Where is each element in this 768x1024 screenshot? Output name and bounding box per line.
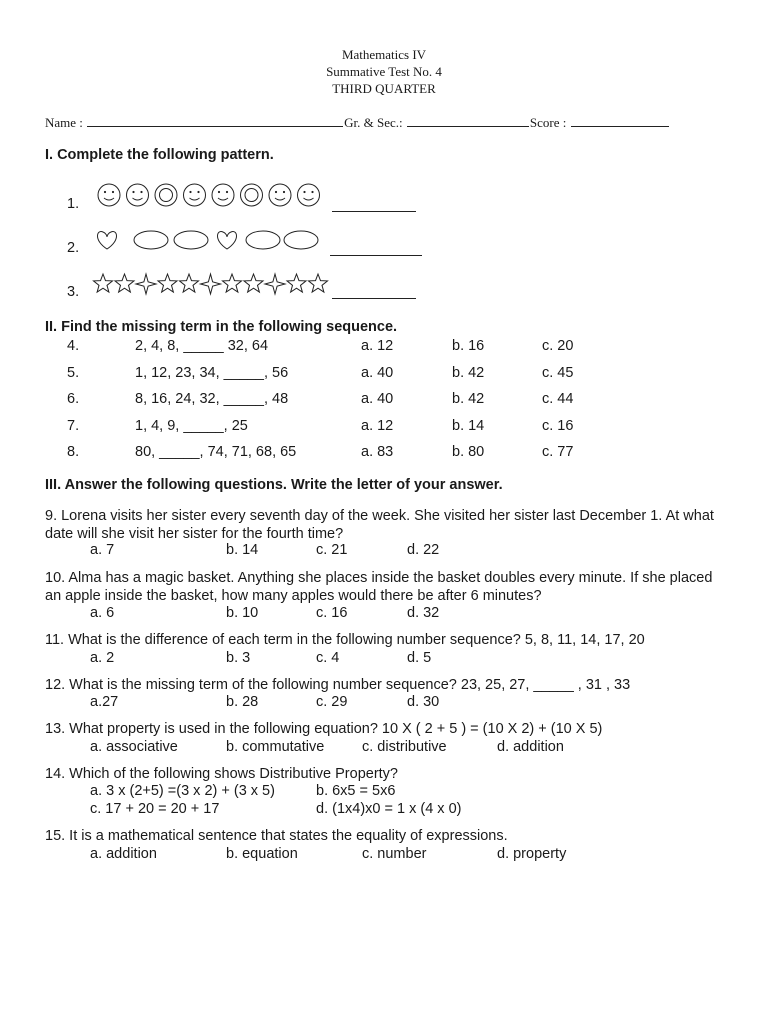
choice-d[interactable]: d. 30 bbox=[407, 694, 440, 710]
question-text: 12. What is the missing term of the following number sequence? 23, 25, 27, _____ , 31 , 33 bbox=[45, 677, 631, 693]
name-label: Name : bbox=[45, 115, 83, 130]
cross-star-icon bbox=[201, 274, 221, 294]
heart-icon bbox=[98, 231, 117, 249]
star-icon bbox=[287, 274, 306, 292]
question-text: 9. Lorena visits her sister every seventh day of the week. She visited her sister last December 1. At what date will she visit her sister for the fourth time? bbox=[45, 508, 714, 542]
choice-c[interactable]: c. 16 bbox=[542, 418, 574, 434]
choice-b[interactable]: b. 3 bbox=[226, 650, 251, 666]
smiley-icon bbox=[212, 184, 234, 206]
choice-a[interactable]: a. 40 bbox=[361, 391, 394, 407]
star-icon bbox=[158, 274, 177, 292]
cross-star-icon bbox=[136, 274, 156, 294]
star-icon bbox=[244, 274, 263, 292]
choice-b[interactable]: b. 14 bbox=[452, 418, 485, 434]
pattern-1-answer-blank[interactable] bbox=[332, 211, 416, 212]
smiley-icon bbox=[98, 184, 120, 206]
choice-d[interactable]: d. property bbox=[497, 846, 567, 862]
choice-a[interactable]: a.27 bbox=[90, 694, 119, 710]
choice-a[interactable]: a. 12 bbox=[361, 338, 394, 354]
section1-title: I. Complete the following pattern. bbox=[45, 147, 274, 163]
star-icon bbox=[308, 274, 327, 292]
test-title: Summative Test No. 4 bbox=[326, 64, 442, 79]
pattern-3-answer-blank[interactable] bbox=[332, 298, 416, 299]
choice-a[interactable]: a. 40 bbox=[361, 365, 394, 381]
smiley-icon bbox=[184, 184, 206, 206]
item-number: 7. bbox=[67, 418, 80, 434]
oval-icon bbox=[246, 231, 280, 249]
smiley-icon bbox=[298, 184, 320, 206]
ring-icon bbox=[241, 184, 263, 206]
question-text: 14. Which of the following shows Distributive Property? bbox=[45, 766, 398, 782]
choice-c[interactable]: c. 45 bbox=[542, 365, 574, 381]
grade-label: Gr. & Sec.: bbox=[344, 115, 403, 130]
choice-d[interactable]: d. 32 bbox=[407, 605, 440, 621]
oval-icon bbox=[174, 231, 208, 249]
subject-title: Mathematics IV bbox=[341, 47, 427, 62]
choice-a[interactable]: a. addition bbox=[90, 846, 157, 862]
choice-d[interactable]: d. 22 bbox=[407, 542, 440, 558]
choice-c[interactable]: c. 17 + 20 = 20 + 17 bbox=[90, 801, 220, 817]
sequence-text: 1, 12, 23, 34, _____, 56 bbox=[135, 365, 289, 381]
oval-icon bbox=[134, 231, 168, 249]
choice-c[interactable]: c. number bbox=[362, 846, 427, 862]
choice-b[interactable]: b. equation bbox=[226, 846, 298, 862]
grade-field[interactable] bbox=[407, 114, 529, 127]
choice-d[interactable]: d. (1x4)x0 = 1 x (4 x 0) bbox=[316, 801, 462, 817]
pattern-number: 1. bbox=[67, 196, 80, 212]
choice-b[interactable]: b. 80 bbox=[452, 444, 485, 460]
sequence-text: 1, 4, 9, _____, 25 bbox=[135, 418, 248, 434]
item-number: 5. bbox=[67, 365, 80, 381]
choice-a[interactable]: a. 12 bbox=[361, 418, 394, 434]
cross-star-icon bbox=[265, 274, 285, 294]
choice-d[interactable]: d. addition bbox=[497, 739, 564, 755]
choice-c[interactable]: c. 16 bbox=[316, 605, 348, 621]
choice-b[interactable]: b. 10 bbox=[226, 605, 259, 621]
item-number: 8. bbox=[67, 444, 80, 460]
choice-c[interactable]: c. 77 bbox=[542, 444, 574, 460]
section2-title: II. Find the missing term in the following sequence. bbox=[45, 319, 398, 335]
pattern-1-shapes bbox=[95, 181, 330, 211]
choice-a[interactable]: a. 2 bbox=[90, 650, 115, 666]
oval-icon bbox=[284, 231, 318, 249]
item-number: 6. bbox=[67, 391, 80, 407]
choice-c[interactable]: c. distributive bbox=[362, 739, 447, 755]
choice-d[interactable]: d. 5 bbox=[407, 650, 432, 666]
choice-a[interactable]: a. 3 x (2+5) =(3 x 2) + (3 x 5) bbox=[90, 783, 275, 799]
pattern-2-shapes bbox=[93, 228, 328, 254]
smiley-icon bbox=[127, 184, 149, 206]
star-icon bbox=[222, 274, 241, 292]
choice-c[interactable]: c. 21 bbox=[316, 542, 348, 558]
choice-c[interactable]: c. 4 bbox=[316, 650, 340, 666]
sequence-text: 80, _____, 74, 71, 68, 65 bbox=[135, 444, 297, 460]
ring-icon bbox=[155, 184, 177, 206]
pattern-number: 3. bbox=[67, 284, 80, 300]
score-field[interactable] bbox=[571, 114, 669, 127]
section3-title: III. Answer the following questions. Write the letter of your answer. bbox=[45, 477, 503, 493]
choice-b[interactable]: b. 42 bbox=[452, 365, 485, 381]
quarter-title: THIRD QUARTER bbox=[332, 81, 436, 96]
choice-b[interactable]: b. 6x5 = 5x6 bbox=[316, 783, 396, 799]
question-text: 10. Alma has a magic basket. Anything she places inside the basket doubles every minute. If she placed an apple inside the basket, how many apples would there be after 6 minutes? bbox=[45, 570, 713, 604]
choice-b[interactable]: b. 14 bbox=[226, 542, 259, 558]
star-icon bbox=[179, 274, 198, 292]
choice-c[interactable]: c. 44 bbox=[542, 391, 574, 407]
question-text: 15. It is a mathematical sentence that states the equality of expressions. bbox=[45, 828, 508, 844]
question-text: 13. What property is used in the following equation? 10 X ( 2 + 5 ) = (10 X 2) + (10 X 5) bbox=[45, 721, 603, 737]
item-number: 4. bbox=[67, 338, 80, 354]
choice-c[interactable]: c. 29 bbox=[316, 694, 348, 710]
choice-a[interactable]: a. associative bbox=[90, 739, 178, 755]
choice-b[interactable]: b. commutative bbox=[226, 739, 325, 755]
smiley-icon bbox=[269, 184, 291, 206]
choice-a[interactable]: a. 6 bbox=[90, 605, 115, 621]
name-field[interactable] bbox=[87, 114, 343, 127]
choice-c[interactable]: c. 20 bbox=[542, 338, 574, 354]
question-text: 11. What is the difference of each term in the following number sequence? 5, 8, 11, 14, 17, 20 bbox=[45, 632, 645, 648]
choice-b[interactable]: b. 42 bbox=[452, 391, 485, 407]
pattern-3-shapes bbox=[92, 272, 327, 298]
student-info-line bbox=[45, 114, 670, 131]
star-icon bbox=[115, 274, 134, 292]
score-label: Score : bbox=[529, 115, 567, 130]
pattern-2-answer-blank[interactable] bbox=[330, 255, 422, 256]
sequence-text: 2, 4, 8, _____ 32, 64 bbox=[135, 338, 269, 354]
sequence-text: 8, 16, 24, 32, _____, 48 bbox=[135, 391, 289, 407]
heart-icon bbox=[218, 231, 237, 249]
choice-b[interactable]: b. 16 bbox=[452, 338, 485, 354]
choice-a[interactable]: a. 83 bbox=[361, 444, 394, 460]
pattern-number: 2. bbox=[67, 240, 80, 256]
star-icon bbox=[93, 274, 112, 292]
choice-a[interactable]: a. 7 bbox=[90, 542, 115, 558]
choice-b[interactable]: b. 28 bbox=[226, 694, 259, 710]
